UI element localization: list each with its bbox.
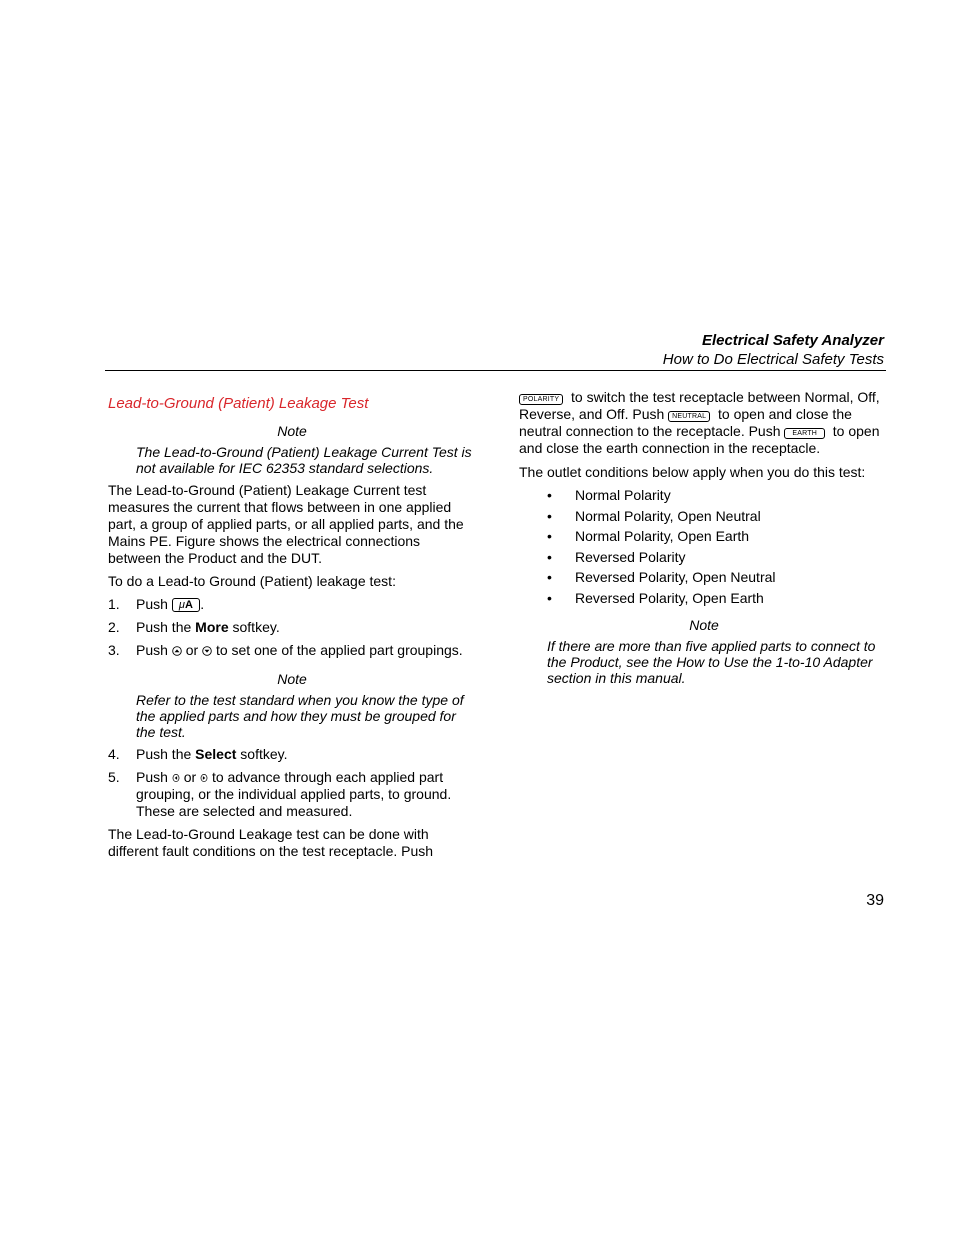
neutral-key-icon: NEUTRAL (668, 411, 710, 422)
intro-paragraph: The Lead-to-Ground (Patient) Leakage Current test measures the current that flows between in one applied part, a group of applied parts, or all applied parts, and the Mains PE. Figure shows the electrical connections between the Product and the DUT. (108, 482, 464, 566)
earth-key-icon: EARTH (784, 428, 825, 439)
list-item (547, 508, 889, 525)
page-number: 39 (866, 892, 884, 909)
right-column (519, 389, 889, 692)
procedure-steps-continued (108, 746, 476, 820)
step-4 (108, 746, 476, 763)
paragraph-text: to open and close the earth connection in the receptacle. (519, 423, 880, 456)
step-number: 5. (108, 769, 120, 785)
left-arrow-key-icon (172, 772, 180, 784)
bullet-icon: • (547, 487, 552, 503)
note-text: Refer to the test standard when you know the type of the applied parts and how they must be grouped for the test. (136, 692, 464, 740)
list-item (547, 528, 889, 545)
list-item-text: Reversed Polarity (575, 548, 686, 565)
paragraph-text: to switch the test receptacle between Normal, Off, Reverse, and Off. Push (519, 389, 880, 422)
step-text: Push (136, 769, 168, 785)
list-item-text: Reversed Polarity, Open Neutral (575, 569, 776, 585)
down-arrow-key-icon (202, 646, 212, 656)
outlet-conditions-list (547, 487, 889, 607)
list-item (547, 569, 889, 586)
list-item (547, 549, 889, 566)
bullet-icon: • (547, 589, 552, 606)
step-text: or (183, 769, 197, 785)
step-2 (108, 619, 476, 636)
step-number: 3. (108, 642, 120, 658)
procedure-intro: To do a Lead-to Ground (Patient) leakage test: (108, 573, 396, 589)
step-5 (108, 769, 476, 820)
list-item (547, 590, 889, 607)
fault-conditions-paragraph: The Lead-to-Ground Leakage test can be done with different fault conditions on the test receptacle. Push (108, 826, 434, 859)
list-item-text: Reversed Polarity, Open Earth (575, 589, 764, 606)
step-text: or (185, 642, 199, 658)
note-label: Note (689, 616, 719, 633)
outlet-conditions-intro: The outlet conditions below apply when you do this test: (519, 464, 866, 480)
step-text: Push (136, 596, 168, 612)
left-column (108, 395, 476, 866)
step-text: to set one of the applied part groupings. (215, 642, 463, 658)
note-text: The Lead-to-Ground (Patient) Leakage Current Test is not available for IEC 62353 standard selections. (136, 444, 472, 476)
bullet-icon: • (547, 507, 552, 524)
paragraph-text: to open and close the neutral connection to the receptacle. Push (519, 406, 852, 439)
bullet-icon: • (547, 569, 552, 585)
up-arrow-key-icon (172, 646, 182, 656)
step-1 (108, 596, 476, 613)
step-text: . (200, 596, 205, 612)
list-item-text: Normal Polarity (575, 487, 671, 503)
list-item-text: Normal Polarity, Open Neutral (575, 507, 761, 524)
procedure-steps (108, 596, 476, 659)
list-item-text: Normal Polarity, Open Earth (575, 528, 750, 544)
polarity-key-icon: POLARITY (519, 394, 563, 405)
right-arrow-key-icon (200, 772, 208, 784)
step-number: 1. (108, 596, 120, 612)
step-number: 2. (108, 619, 120, 635)
step-text: softkey. (232, 619, 280, 635)
softkey-select: Select (195, 746, 237, 762)
step-text: softkey. (240, 746, 288, 762)
note-label: Note (277, 423, 307, 439)
step-text: to advance through each applied part grouping, or the individual applied parts, to ground. These are selected and measured. (136, 769, 452, 819)
header-title: Electrical Safety Analyzer (701, 332, 884, 349)
receptacle-controls-paragraph (519, 389, 889, 457)
microamp-key-icon: μA (172, 598, 200, 612)
section-heading: Lead-to-Ground (Patient) Leakage Test (108, 395, 369, 412)
step-text: Push the (136, 746, 192, 762)
step-3 (108, 642, 476, 659)
note-text: If there are more than five applied parts to connect to the Product, see the How to Use the 1-to-10 Adapter section in this manual. (547, 637, 876, 686)
bullet-icon: • (547, 548, 552, 565)
softkey-more: More (195, 619, 229, 635)
step-number: 4. (108, 746, 120, 762)
bullet-icon: • (547, 528, 552, 544)
step-text: Push the (136, 619, 192, 635)
header-subtitle: How to Do Electrical Safety Tests (662, 351, 884, 368)
step-text: Push (136, 642, 168, 658)
note-label: Note (277, 671, 307, 687)
list-item (547, 487, 889, 504)
header-rule (105, 370, 886, 371)
